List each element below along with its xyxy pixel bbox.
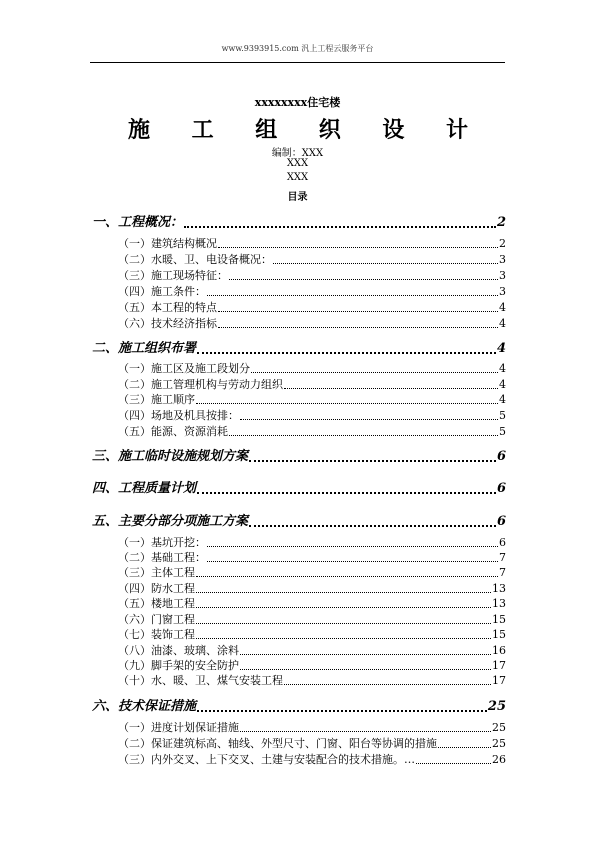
toc-entry-title: （一）基坑开挖： (118, 536, 206, 549)
toc-subsection-entry[interactable] (118, 423, 506, 439)
toc-entry-title: 二、施工组织布署 (92, 341, 197, 356)
toc-subsection-entry[interactable] (118, 407, 506, 423)
toc-section-entry[interactable] (92, 337, 506, 356)
toc-page-number: 2 (496, 215, 506, 230)
toc-dot-leader (196, 592, 491, 593)
toc-entry-title: （三）施工顺序 (118, 393, 195, 406)
toc-dot-leader (249, 460, 496, 462)
toc-page-number: 4 (496, 341, 506, 356)
author-line: XXX (286, 158, 309, 169)
toc-page-number: 5 (499, 425, 506, 438)
toc-subsection-entry[interactable] (118, 376, 506, 392)
toc-dot-leader (218, 247, 498, 248)
toc-entry-title: （五）能源、资源消耗 (118, 425, 228, 438)
toc-page-number: 25 (492, 721, 506, 734)
title-char: 织 (318, 117, 341, 143)
toc-dot-leader (284, 684, 491, 685)
toc-section-entry[interactable] (92, 477, 506, 496)
toc-dot-leader (284, 388, 498, 389)
toc-entry-title: （二）保证建筑标高、轴线、外型尺寸、门窗、阳台等协调的措施 (118, 737, 437, 750)
toc-dot-leader (197, 710, 487, 712)
toc-dot-leader (218, 311, 498, 312)
toc-entry-title: 四、工程质量计划 (92, 481, 197, 496)
toc-entry-title: （七）装饰工程 (118, 628, 195, 641)
toc-page-number: 5 (499, 409, 506, 422)
toc-page-number: 4 (499, 317, 506, 330)
toc-entry-title: （一）建筑结构概况 (118, 237, 217, 250)
toc-entry-title: （六）门窗工程 (118, 613, 195, 626)
toc-subsection-entry[interactable] (118, 391, 506, 407)
toc-page-number: 13 (492, 597, 506, 610)
toc-entry-title: 三、施工临时设施规划方案 (92, 449, 249, 464)
toc-entry-title: （三）施工现场特征： (118, 269, 228, 282)
page-header-site: www.9393915.com 汎上工程云服务平台 (221, 44, 374, 53)
toc-subsection-entry[interactable] (118, 534, 506, 550)
toc-dot-leader (229, 435, 498, 436)
author-line: XXX (286, 172, 309, 183)
toc-dot-leader (229, 279, 498, 280)
toc-subsection-entry[interactable] (118, 315, 506, 331)
toc-page-number: 3 (499, 285, 506, 298)
toc-entry-title: （五）楼地工程 (118, 597, 195, 610)
toc-subsection-entry[interactable] (118, 299, 506, 315)
document-title (128, 113, 468, 144)
toc-entry-title: （二）水暖、卫、电设备概况： (118, 253, 272, 266)
toc-subsection-entry[interactable] (118, 657, 506, 673)
toc-dot-leader (251, 372, 498, 373)
toc-entry-title: （一）施工区及施工段划分 (118, 362, 250, 375)
toc-dot-leader (240, 419, 498, 420)
toc-subsection-entry[interactable] (118, 360, 506, 376)
toc-page-number: 6 (496, 481, 506, 496)
editor-line: 编制：XXX (271, 148, 324, 159)
toc-page-number: 6 (496, 449, 506, 464)
toc-entry-title: （三）内外交叉、上下交叉、土建与安装配合的技术措施。… (118, 753, 415, 766)
toc-subsection-entry[interactable] (118, 626, 506, 642)
toc-dot-leader (196, 607, 491, 608)
toc-entry-title: （六）技术经济指标 (118, 317, 217, 330)
toc-section-entry[interactable] (92, 445, 506, 464)
toc-page-number: 4 (499, 378, 506, 391)
toc-dot-leader (438, 747, 491, 748)
title-char: 组 (255, 117, 278, 143)
toc-page-number: 15 (492, 613, 506, 626)
toc-dot-leader (197, 492, 496, 494)
toc-page-number: 16 (492, 644, 506, 657)
toc-entry-title: （二）施工管理机构与劳动力组织 (118, 378, 283, 391)
toc-page-number: 17 (492, 659, 506, 672)
toc-page-number: 4 (499, 362, 506, 375)
toc-dot-leader (207, 546, 498, 547)
header-rule (90, 62, 505, 63)
toc-page-number: 7 (499, 566, 506, 579)
toc-section-entry[interactable] (92, 510, 506, 529)
toc-section-entry[interactable] (92, 695, 506, 714)
toc-dot-leader (207, 295, 498, 296)
toc-entry-title: （九）脚手架的安全防护 (118, 659, 239, 672)
toc-subsection-entry[interactable] (118, 595, 506, 611)
toc-page-number: 3 (499, 253, 506, 266)
toc-subsection-entry[interactable] (118, 283, 506, 299)
toc-dot-leader (218, 327, 498, 328)
toc-subsection-entry[interactable] (118, 251, 506, 267)
toc-page-number: 6 (496, 514, 506, 529)
toc-page-number: 6 (499, 536, 506, 549)
toc-entry-title: 六、技术保证措施 (92, 699, 197, 714)
toc-page-number: 2 (499, 237, 506, 250)
toc-dot-leader (416, 763, 491, 764)
toc-dot-leader (249, 525, 496, 527)
toc-entry-title: （四）防水工程 (118, 582, 195, 595)
toc-dot-leader (184, 226, 496, 228)
toc-dot-leader (197, 352, 496, 354)
title-char: 工 (191, 117, 214, 143)
toc-entry-title: （四）施工条件： (118, 285, 206, 298)
toc-page-number: 25 (487, 699, 506, 714)
toc-dot-leader (196, 576, 498, 577)
title-char: 施 (128, 117, 151, 143)
toc-subsection-entry[interactable] (118, 564, 506, 580)
toc-dot-leader (196, 623, 491, 624)
title-char: 计 (445, 117, 468, 143)
toc-page-number: 4 (499, 301, 506, 314)
document-subtitle: xxxxxxxx住宅楼 (254, 96, 341, 109)
toc-dot-leader (273, 263, 498, 264)
toc-subsection-entry[interactable] (118, 549, 506, 565)
toc-dot-leader (196, 403, 498, 404)
toc-page-number: 13 (492, 582, 506, 595)
toc-subsection-entry[interactable] (118, 267, 506, 283)
toc-entry-title: 一、工程概况： (92, 215, 184, 230)
toc-dot-leader (207, 561, 498, 562)
toc-entry-title: （一）进度计划保证措施 (118, 721, 239, 734)
toc-subsection-entry[interactable] (118, 719, 506, 735)
toc-page-number: 15 (492, 628, 506, 641)
toc-dot-leader (240, 731, 491, 732)
toc-page-number: 3 (499, 269, 506, 282)
title-char: 设 (382, 117, 405, 143)
toc-subsection-entry[interactable] (118, 611, 506, 627)
toc-subsection-entry[interactable] (118, 642, 506, 658)
toc-dot-leader (240, 669, 491, 670)
toc-page-number: 25 (492, 737, 506, 750)
toc-heading: 目录 (287, 192, 308, 203)
toc-subsection-entry[interactable] (118, 235, 506, 251)
toc-entry-title: 五、主要分部分项施工方案 (92, 514, 249, 529)
toc-entry-title: （三）主体工程 (118, 566, 195, 579)
toc-section-entry[interactable] (92, 211, 506, 230)
toc-page-number: 4 (499, 393, 506, 406)
toc-entry-title: （四）场地及机具按排： (118, 409, 239, 422)
toc-entry-title: （十）水、暖、卫、煤气安装工程 (118, 674, 283, 687)
toc-page-number: 26 (492, 753, 506, 766)
toc-entry-title: （二）基础工程： (118, 551, 206, 564)
toc-entry-title: （五）本工程的特点 (118, 301, 217, 314)
toc-page-number: 7 (499, 551, 506, 564)
toc-dot-leader (240, 654, 491, 655)
toc-page-number: 17 (492, 674, 506, 687)
toc-entry-title: （八）油漆、玻璃、涂料 (118, 644, 239, 657)
toc-subsection-entry[interactable] (118, 751, 506, 767)
toc-subsection-entry[interactable] (118, 672, 506, 688)
toc-dot-leader (196, 638, 491, 639)
toc-subsection-entry[interactable] (118, 735, 506, 751)
toc-subsection-entry[interactable] (118, 580, 506, 596)
